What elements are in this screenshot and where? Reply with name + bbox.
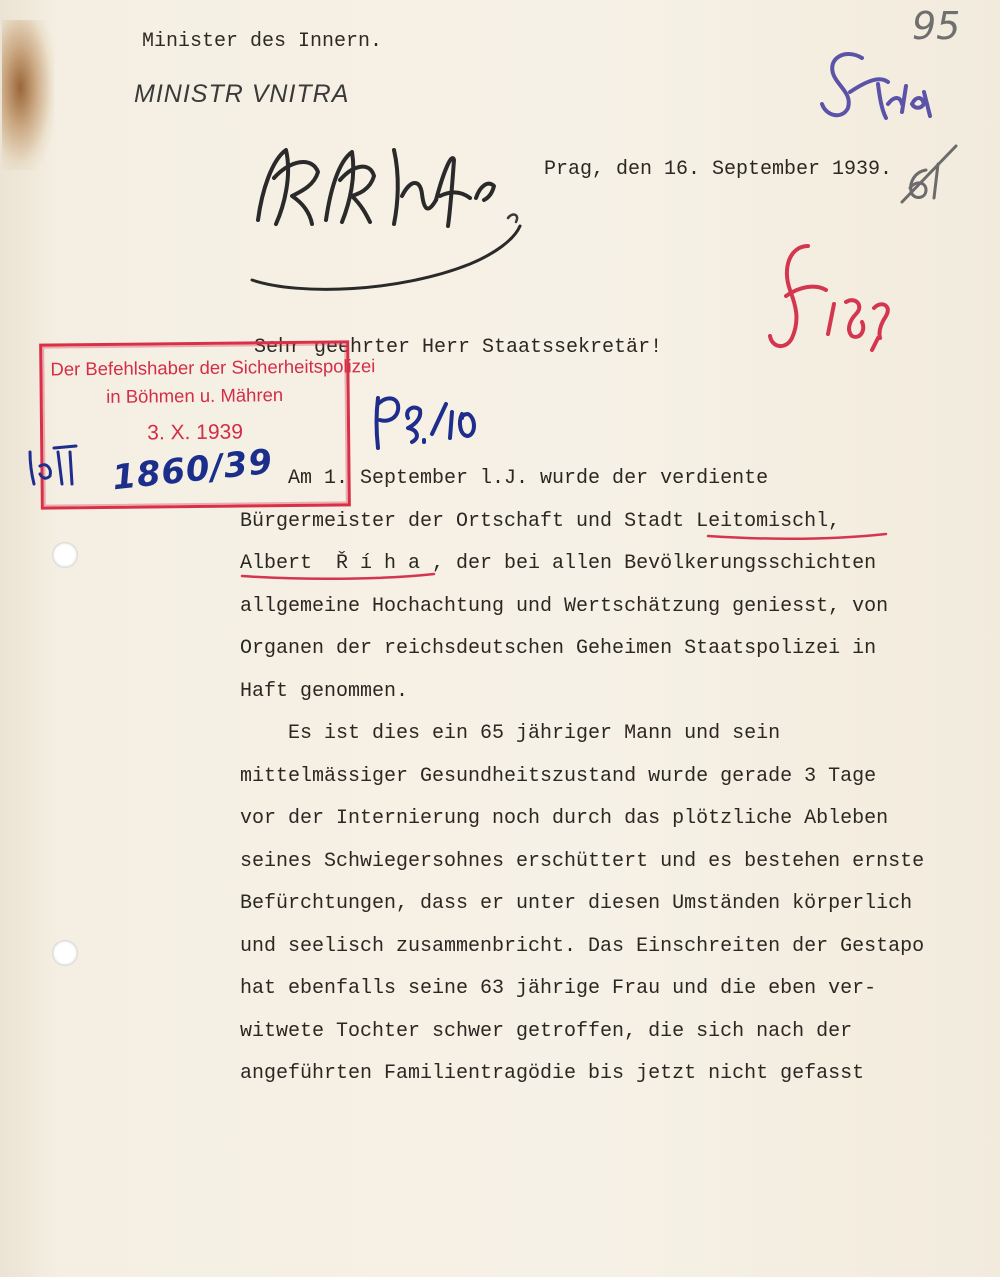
body-line: Haft genommen. (240, 679, 409, 703)
body-line: Bürgermeister der Ortschaft und Stadt Leitomischl, (240, 509, 841, 533)
body-line: Am 1. September l.J. wurde der verdiente (240, 467, 769, 490)
body-line: allgemeine Hochachtung und Wertschätzung geniesst, von (240, 594, 889, 618)
letterhead-czech: MINISTR VNITRA (134, 80, 350, 108)
blue-annotation-left (30, 446, 76, 484)
body-line: Albert Ř í h a , der bei allen Bevölkerungsschichten (240, 552, 877, 575)
pen-tick-mark (508, 215, 517, 222)
handwritten-signature (252, 150, 520, 289)
stamp-authority: Der Befehlshaber der Sicherheitspolizei (50, 355, 376, 380)
body-line: Befürchtungen, dass er unter diesen Umständen körperlich (240, 892, 913, 915)
registry-number: 1860/39 (110, 441, 276, 499)
stamp-region: in Böhmen u. Mähren (106, 384, 284, 407)
body-line: angeführten Familientragödie bis jetzt nicht gefasst (240, 1062, 865, 1085)
body-line: Organen der reichsdeutschen Geheimen Staatspolizei in (240, 637, 877, 660)
folio-number: 95 (912, 4, 961, 48)
salutation: Sehr geehrter Herr Staatssekretär! (254, 336, 663, 359)
body-line: Es ist dies ein 65 jähriger Mann und sein (240, 722, 781, 745)
red-underlines (242, 534, 886, 579)
body-line: hat ebenfalls seine 63 jährige Frau und die eben ver- (240, 977, 877, 1000)
handwritten-initials-blue (822, 54, 930, 118)
letterhead-german: Minister des Innern. (142, 30, 383, 53)
blue-initials-5-10 (377, 398, 475, 448)
body-line: mittelmässiger Gesundheitszustand wurde gerade 3 Tage (240, 764, 877, 788)
body-line: seines Schwiegersohnes erschüttert und es bestehen ernste (240, 849, 925, 873)
body-line: und seelisch zusammenbricht. Das Einschreiten der Gestapo (240, 934, 925, 958)
body-line: witwete Tochter schwer getroffen, die sich nach der (240, 1019, 853, 1043)
stamp-date: 3. X. 1939 (147, 420, 244, 445)
date-line: Prag, den 16. September 1939. (544, 158, 893, 181)
body-line: vor der Internierung noch durch das plötzliche Ableben (240, 807, 889, 830)
red-handwritten-initials (770, 246, 888, 350)
pencil-number-61 (902, 146, 956, 202)
